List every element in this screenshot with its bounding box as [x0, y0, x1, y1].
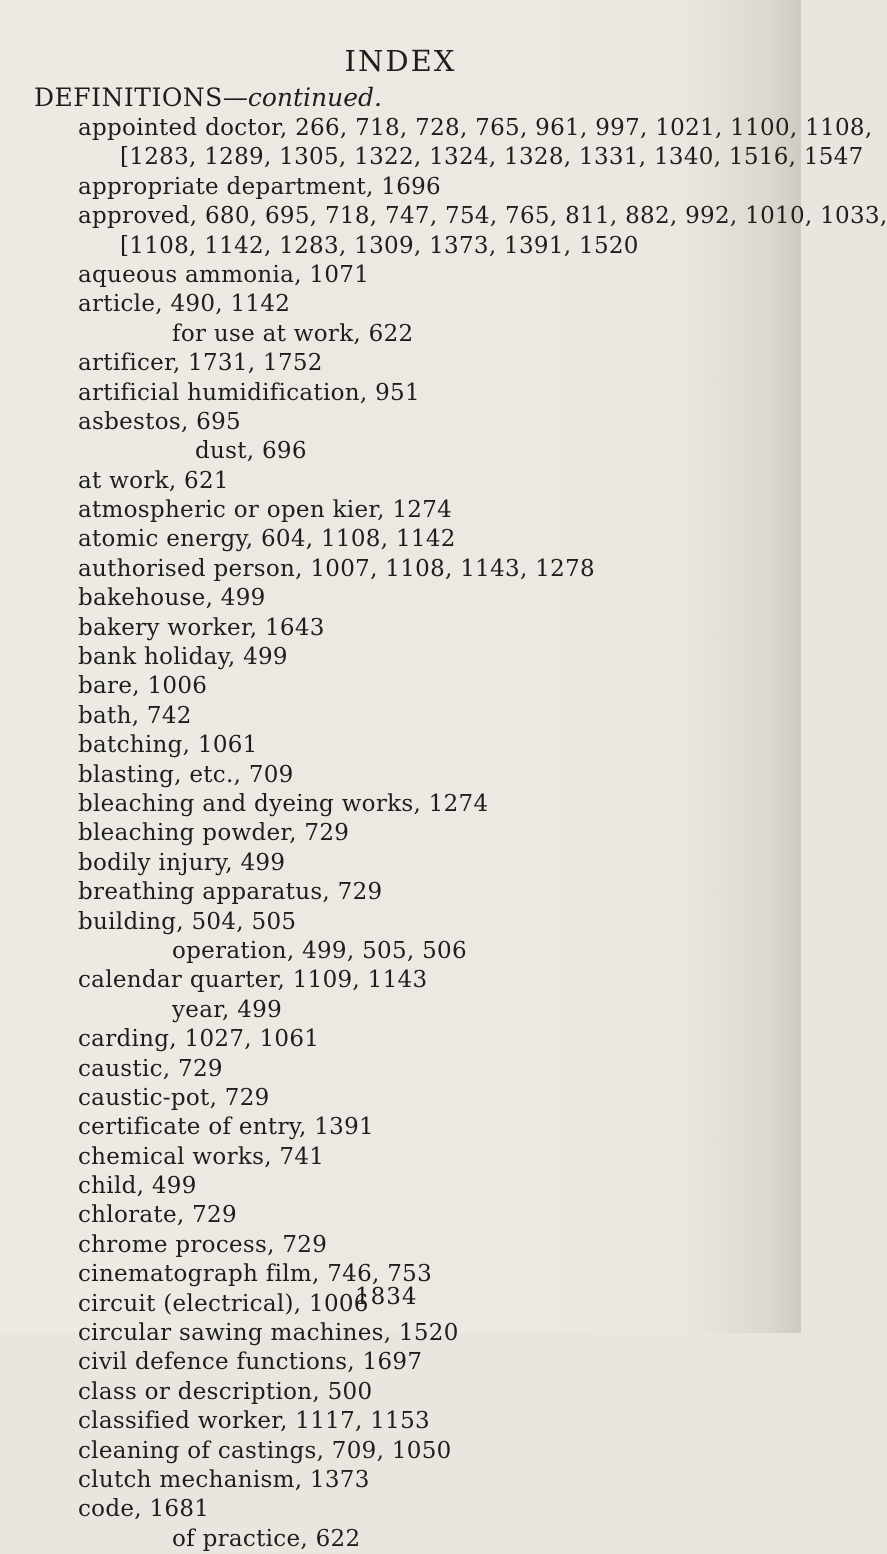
index-entry: cinematograph film, 746, 753	[78, 1261, 433, 1288]
index-entry: civil defence functions, 1697	[78, 1349, 423, 1376]
index-entry: article, 490, 1142	[78, 291, 291, 318]
index-entry: asbestos, 695	[78, 408, 241, 435]
index-entry: bodily injury, 499	[78, 849, 286, 876]
index-entry: certificate of entry, 1391	[78, 1114, 374, 1141]
index-entry: bath, 742	[78, 702, 192, 729]
continued-label: —continued.	[222, 83, 382, 112]
index-entry: class or description, 500	[78, 1378, 373, 1405]
index-entry: caustic-pot, 729	[78, 1084, 270, 1111]
index-entry: atomic energy, 604, 1108, 1142	[78, 526, 456, 553]
index-subentry: for use at work, 622	[172, 320, 414, 347]
index-entry: chemical works, 741	[78, 1143, 325, 1170]
index-entry: cleaning of castings, 709, 1050	[78, 1437, 452, 1464]
index-entry: appointed doctor, 266, 718, 728, 765, 961, 997, 1021, 1100, 1108,	[78, 115, 873, 141]
index-entries	[78, 114, 887, 1554]
index-entry: breathing apparatus, 729	[78, 879, 383, 906]
index-entry: bakery worker, 1643	[78, 614, 325, 641]
index-subentry: of practice, 622	[172, 1525, 361, 1552]
section-heading	[34, 83, 382, 113]
index-entry: calendar quarter, 1109, 1143	[78, 967, 428, 994]
index-entry: child, 499	[78, 1173, 197, 1200]
index-entry: atmospheric or open kier, 1274	[78, 497, 453, 524]
index-entry: bank holiday, 499	[78, 644, 288, 671]
index-entry: clutch mechanism, 1373	[78, 1466, 370, 1493]
index-entry: blasting, etc., 709	[78, 761, 294, 788]
index-entry: aqueous ammonia, 1071	[78, 261, 370, 288]
index-entry: circuit (electrical), 1006	[78, 1290, 369, 1317]
index-entry-continuation: [1108, 1142, 1283, 1309, 1373, 1391, 1520	[120, 232, 639, 259]
index-entry: approved, 680, 695, 718, 747, 754, 765, 811, 882, 992, 1010, 1033,	[78, 203, 887, 230]
index-entry: caustic, 729	[78, 1055, 223, 1082]
index-entry: carding, 1027, 1061	[78, 1026, 320, 1053]
index-entry: bakehouse, 499	[78, 585, 266, 612]
index-entry: building, 504, 505	[78, 908, 297, 935]
index-entry: code, 1681	[78, 1496, 210, 1523]
section-name: DEFINITIONS	[34, 83, 223, 112]
index-subentry: operation, 499, 505, 506	[172, 937, 467, 964]
page-number: 1834	[355, 1284, 418, 1310]
index-entry-continuation: [1283, 1289, 1305, 1322, 1324, 1328, 1331, 1340, 1516, 1547	[120, 144, 864, 171]
index-entry: classified worker, 1117, 1153	[78, 1408, 430, 1435]
index-entry: batching, 1061	[78, 732, 258, 759]
index-entry: authorised person, 1007, 1108, 1143, 1278	[78, 555, 595, 582]
index-entry: chrome process, 729	[78, 1231, 328, 1258]
index-subentry: year, 499	[172, 996, 283, 1023]
index-entry: artificial humidification, 951	[78, 379, 420, 406]
index-entry: bleaching powder, 729	[78, 820, 350, 847]
page-title: INDEX	[344, 44, 457, 78]
index-entry: bleaching and dyeing works, 1274	[78, 790, 489, 817]
index-subentry: dust, 696	[195, 438, 307, 465]
index-entry: chlorate, 729	[78, 1202, 237, 1229]
index-entry: appropriate department, 1696	[78, 173, 441, 200]
index-entry: at work, 621	[78, 467, 229, 494]
index-entry: circular sawing machines, 1520	[78, 1320, 459, 1347]
index-entry: bare, 1006	[78, 673, 208, 700]
index-entry: artificer, 1731, 1752	[78, 350, 323, 377]
